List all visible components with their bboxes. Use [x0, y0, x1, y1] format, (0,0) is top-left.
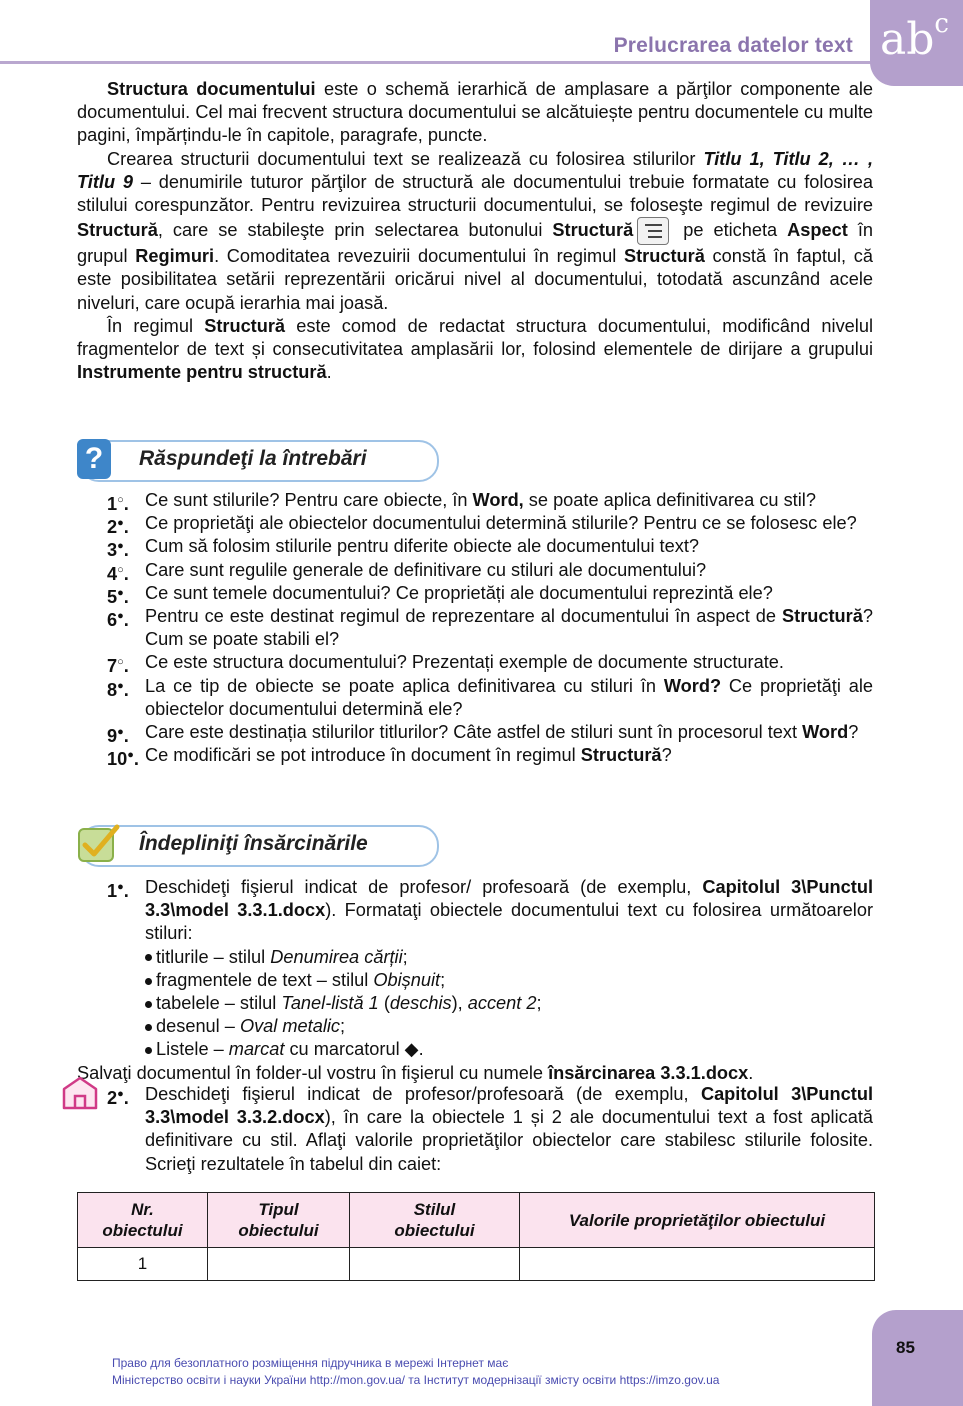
bullet-item: tabelele – stilul Tanel-listă 1 (deschis), accent 2;: [77, 992, 873, 1015]
question-item: 10●. Ce modificări se pot introduce în document în regimul Structură?: [77, 744, 873, 767]
task-1: [77, 876, 873, 1085]
column-header: Stilul obiectului: [350, 1193, 520, 1248]
question-number: 4○.: [107, 563, 129, 584]
question-icon: ?: [77, 439, 111, 479]
table-cell: [350, 1248, 520, 1281]
bullet-item: Listele – marcat cu marcatorul ◆.: [77, 1038, 873, 1061]
table-cell: 1: [78, 1248, 208, 1281]
page-number-tab: [872, 1310, 963, 1406]
question-number: 2●.: [107, 517, 129, 538]
bullet-dot-icon: [145, 954, 152, 961]
tasks-section-header: [79, 825, 439, 867]
bullet-item: desenul – Oval metalic;: [77, 1015, 873, 1038]
header-rule: [0, 61, 880, 64]
bullet-dot-icon: [145, 1024, 152, 1031]
question-item: 3●. Cum să folosim stilurile pentru diferite obiecte ale documentului text?: [77, 535, 873, 558]
bullet-dot-icon: [145, 978, 152, 985]
footer-line-1: Право для безоплатного розміщення підручника в мережі Інтернет має: [112, 1356, 509, 1370]
questions-list: [77, 489, 873, 770]
task-item: 2●. Deschideţi fişierul indicat de profesor/profesoară (de exemplu, Capitolul 3\Punctul 3.3\model 3.3.2.docx), în care la obiectele 1 și 2 ale documentului text a fost aplicată definitivare cu stil. Aflaţi valorile proprietăţilor obiectelor care stabilesc stilurile folosite. Scrieţi rezultatele în tabelul din caiet:: [107, 1084, 874, 1174]
intro-paragraph-3: În regimul Structură este comod de redactat structura documentului, modificând nivelul fragmentelor de text și consecutivitatea amplasării lor, folosind elementele de dirijare a grupului Instrumente pentru structură.: [77, 315, 873, 383]
bullet-item: fragmentele de text – stilul Obișnuit;: [77, 969, 873, 992]
bullet-dot-icon: [145, 1047, 152, 1054]
task-2: [77, 1083, 873, 1176]
bullet-dot-icon: [145, 1001, 152, 1008]
task-item: 1●. Deschideţi fişierul indicat de profesor/ profesoară (de exemplu, Capitolul 3\Punctul 3.3\model 3.3.1.docx). Formataţi obiectele documentului text cu folosirea următoarelor stiluri:: [107, 877, 874, 944]
question-number: 5●.: [107, 586, 129, 607]
intro-paragraph-2: Crearea structurii documentului text se realizează cu folosirea stilurilor Titlu 1, Titlu 2, … , Titlu 9 – denumirile tuturor părţilor de structură ale documentului trebuie formatate cu folosirea stilului corespunzător. Pentru revizuirea structurii documentului, se foloseşte regimul de revizuire Structură, care se stabileşte prin selectarea butonului Structură pe eticheta Aspect în grupul Regimuri. Comoditatea revezuirii documentului în regimul Structură constă în faptul, că este posibilitatea setării reprezentării oricărui nivel al documentului, totodată ascunzând acele niveluri, care ocupă ierarhia mai joasă.: [77, 148, 874, 313]
questions-section-header: [79, 440, 439, 482]
column-header: Valorile proprietăţilor obiectului: [520, 1193, 875, 1248]
intro-paragraph-1: Structura documentului este o schemă ierarhică de amplasare a părţilor componente ale documentului. Cel mai frecvent structura documentului se alcătuiește pentru documentele cu multe pagini, împărțindu-le în capitole, paragrafe, puncte.: [77, 79, 874, 146]
question-item: 4○. Care sunt regulile generale de definitivare cu stiluri ale documentului?: [77, 559, 873, 582]
question-number: 10●.: [107, 749, 139, 770]
question-item: 8●. La ce tip de obiecte se poate aplica definitivarea cu stiluri în Word? Ce proprietăţi ale obiectelor documentului determină ele?: [107, 675, 873, 719]
checkmark-icon: [75, 821, 121, 867]
table-header-row: [78, 1193, 875, 1248]
question-item: 1○. Ce sunt stilurile? Pentru care obiecte, în Word, se poate aplica definitivarea cu stil?: [77, 489, 873, 512]
column-header: Nr. obiectului: [78, 1193, 208, 1248]
question-number: 9●.: [107, 726, 129, 747]
style-bullet-list: [77, 946, 873, 1062]
question-item: 2●. Ce proprietăţi ale obiectelor documentului determină stilurile? Pentru ce se folosesc ele?: [77, 512, 873, 535]
task-number: 1●.: [107, 881, 129, 902]
question-item: 6●. Pentru ce este destinat regimul de reprezentare al documentului în aspect de Structură? Cum se poate stabili el?: [107, 606, 873, 650]
section-title: Răspundeţi la întrebări: [139, 447, 367, 470]
table-cell: [208, 1248, 350, 1281]
question-number: 7○.: [107, 656, 129, 677]
question-number: 3●.: [107, 540, 129, 561]
footer-line-2: Міністерство освіти і науки України http://mon.gov.ua/ та Інститут модернізації змісту освіти https://imzo.gov.ua: [112, 1373, 720, 1387]
question-item: 9●. Care este destinația stilurilor titlurilor? Câte astfel de stiluri sunt în procesorul text Word?: [77, 721, 873, 744]
chapter-title: Prelucrarea datelor text: [613, 34, 853, 57]
task-number: 2●.: [107, 1088, 129, 1109]
abc-logo: $ab^c$: [880, 9, 949, 65]
bullet-item: titlurile – stilul Denumirea cărții;: [77, 946, 873, 969]
question-item: 5●. Ce sunt temele documentului? Ce proprietăți ale documentului reprezintă ele?: [77, 582, 873, 605]
table-cell: [520, 1248, 875, 1281]
page-number: 85: [896, 1338, 915, 1357]
question-number: 6●.: [107, 610, 129, 631]
outline-view-icon: [637, 217, 669, 245]
section-title: Îndepliniţi însărcinările: [139, 832, 368, 855]
results-table: [77, 1192, 875, 1281]
intro-text: [77, 78, 873, 384]
table-row: [78, 1248, 875, 1281]
save-instruction: Salvaţi documentul în folder-ul vostru în fişierul cu numele însărcinarea 3.3.1.docx.: [77, 1062, 754, 1083]
question-number: 8●.: [107, 679, 129, 700]
column-header: Tipul obiectului: [208, 1193, 350, 1248]
question-item: 7○. Ce este structura documentului? Prezentați exemple de documente structurate.: [77, 651, 873, 674]
question-number: 1○.: [107, 494, 129, 515]
